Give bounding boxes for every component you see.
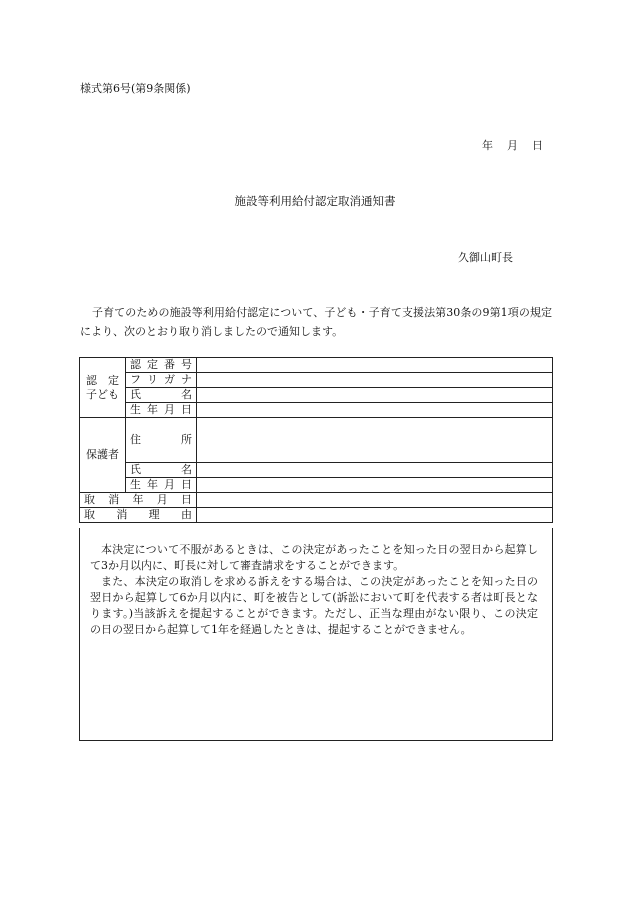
label-char: フ [130,373,141,386]
table-row [80,373,553,388]
guardian-group-label [80,418,126,493]
label-char: ナ [181,373,192,386]
table-row [80,418,553,463]
field-cert-number[interactable] [197,358,553,373]
child-group-line2: 子ども [86,387,119,401]
label-char: 氏 [130,388,141,401]
label-char: 生 [130,403,141,416]
label-char: 年 [132,493,144,506]
label-char: 理 [148,508,160,521]
date-line [482,137,543,153]
label-char: 日 [181,478,192,491]
row-label-cert-number [126,358,197,373]
date-day: 日 [532,139,543,152]
child-group-label [80,358,126,418]
label-char: 号 [181,358,192,371]
notice-paragraph-2: また、本決定の取消しを求める訴えをする場合は、この決定があったことを知った日の翌日から起算して6か月以内に、町を被告として(訴訟において町を代表する者は町長となります。)当該訴えを提起することができます。ただし、正当な理由がない限り、この決定の日の翌日から起算して1年を経過したときは、提起することができません。 [90,575,538,636]
notice-paragraph-1: 本決定について不服があるときは、この決定があったことを知った日の翌日から起算して3か月以内に、町長に対して審査請求をすることができます。 [90,543,538,572]
document-title: 施設等利用給付認定取消通知書 [234,194,396,208]
form-table [79,357,553,523]
row-label-guardian-name [126,463,197,478]
field-cancel-reason[interactable] [197,508,553,523]
label-char: ガ [164,373,175,386]
label-char: 名 [181,388,192,401]
row-label-child-name [126,388,197,403]
table-row [80,358,553,373]
guardian-group-text: 保護者 [86,448,119,461]
table-row [80,403,553,418]
label-char: 日 [181,403,192,416]
field-child-name[interactable] [197,388,553,403]
label-char: 消 [108,493,120,506]
label-char: 氏 [130,463,141,476]
field-cancel-date[interactable] [197,493,553,508]
row-label-furigana [126,373,197,388]
table-row [80,508,553,523]
date-year: 年 [482,139,493,152]
label-char: 認 [130,358,141,371]
label-char: 名 [181,463,192,476]
label-char: 取 [84,508,95,521]
label-char: 年 [147,478,158,491]
child-group-line1: 認 定 [86,373,119,387]
intro-text: 子育てのための施設等利用給付認定について、子ども・子育て支援法第30条の9第1項の規定により、次のとおり取り消しましたので通知します。 [80,306,552,338]
appeal-notice [80,528,552,638]
row-label-child-birthdate [126,403,197,418]
notice-box [79,528,553,741]
label-char: 定 [147,358,158,371]
label-char: 由 [180,508,192,521]
table-row [80,493,553,508]
label-char: 所 [181,433,192,446]
label-char: 月 [156,493,168,506]
label-char: 日 [181,493,192,506]
table-row [80,463,553,478]
label-char: 年 [147,403,158,416]
row-label-address [126,418,197,463]
field-guardian-birthdate[interactable] [197,478,553,493]
table-row [80,388,553,403]
label-char: 月 [164,478,175,491]
row-label-cancel-reason [80,508,197,523]
label-char: 番 [164,358,175,371]
label-char: 取 [84,493,95,506]
label-char: 生 [130,478,141,491]
table-row [80,478,553,493]
date-month: 月 [507,139,518,152]
issuer: 久御山町長 [458,251,513,264]
field-child-birthdate[interactable] [197,403,553,418]
field-furigana[interactable] [197,373,553,388]
label-char: 住 [130,433,141,446]
label-char: 月 [164,403,175,416]
form-number: 様式第6号(第9条関係) [80,82,191,95]
row-label-guardian-birthdate [126,478,197,493]
label-char: 消 [116,508,128,521]
field-address[interactable] [197,418,553,463]
label-char: リ [147,373,158,386]
field-guardian-name[interactable] [197,463,553,478]
row-label-cancel-date [80,493,197,508]
